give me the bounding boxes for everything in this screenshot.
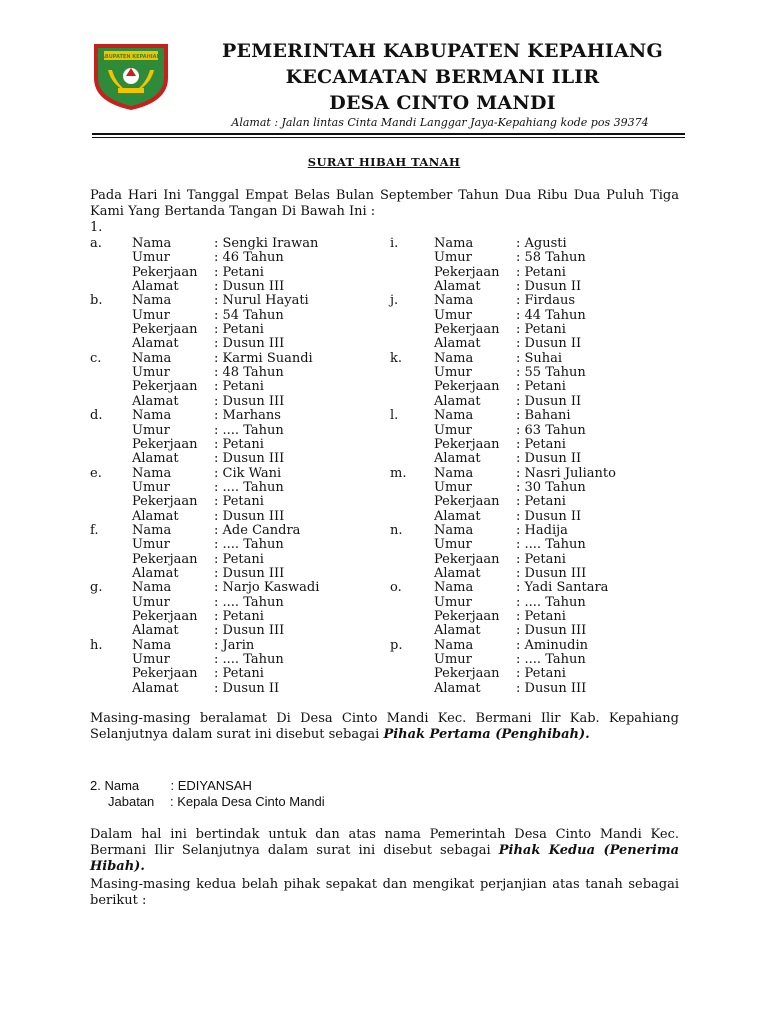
colon-separator: : [214, 566, 219, 581]
party-two-name-label: Nama [104, 778, 140, 793]
person-address-row [434, 337, 581, 351]
colon-separator: : [214, 365, 219, 381]
person-age-label: Umur [434, 422, 472, 438]
person-age-row [132, 653, 284, 667]
person-job-label: Pekerjaan [132, 322, 198, 338]
colon-separator: : [516, 322, 521, 338]
person-address-value: Dusun III [524, 680, 587, 696]
party-two-name-line [90, 778, 325, 794]
person-job-row [434, 553, 566, 567]
person-name-label: Nama [434, 637, 474, 653]
person-name-label: Nama [132, 408, 172, 424]
person-age-value: .... Tahun [524, 537, 586, 553]
person-letter: h. [90, 637, 103, 653]
person-name-value: Hadija [524, 522, 568, 538]
person-name-row [434, 352, 562, 366]
person-name-row [434, 237, 567, 251]
person-age-label: Umur [132, 537, 170, 553]
person-job-value: Petani [222, 494, 264, 510]
person-name-label: Nama [132, 637, 172, 653]
party-two-paragraph [90, 827, 679, 875]
kepahiang-regency-emblem [90, 40, 172, 112]
person-age-label: Umur [434, 594, 472, 610]
person-age-row [434, 481, 586, 495]
person-age-label: Umur [132, 479, 170, 495]
colon-separator: : [214, 422, 219, 438]
header-divider-thin [92, 137, 685, 138]
person-age-label: Umur [132, 594, 170, 610]
colon-separator: : [214, 264, 219, 280]
colon-separator: : [214, 623, 219, 639]
colon-separator: : [516, 408, 521, 424]
person-job-value: Petani [222, 322, 264, 338]
person-age-row [434, 596, 586, 610]
colon-separator: : [516, 479, 521, 495]
colon-separator: : [214, 652, 219, 668]
letterhead-village: DESA CINTO MANDI [329, 92, 556, 114]
person-letter: e. [90, 465, 102, 481]
person-name-value: Yadi Santara [524, 580, 609, 596]
person-address-row [132, 567, 284, 581]
person-job-value: Petani [524, 494, 566, 510]
person-age-label: Umur [434, 365, 472, 381]
person-name-label: Nama [434, 408, 474, 424]
colon-separator: : [516, 279, 521, 295]
person-job-label: Pekerjaan [434, 609, 500, 625]
person-job-value: Petani [222, 551, 264, 567]
person-address-label: Alamat [132, 566, 179, 581]
colon-separator: : [214, 609, 219, 625]
letterhead-address: Alamat : Jalan lintas Cinta Mandi Langgar Jaya-Kepahiang kode pos 39374 [231, 116, 649, 129]
person-age-value: 55 Tahun [524, 365, 586, 381]
person-age-label: Umur [132, 365, 170, 381]
person-name-row [132, 639, 254, 653]
person-job-row [132, 380, 264, 394]
person-address-label: Alamat [434, 451, 481, 467]
person-name-row [434, 294, 575, 308]
person-name-label: Nama [434, 350, 474, 366]
colon-separator: : [516, 609, 521, 625]
person-letter: b. [90, 293, 103, 309]
person-address-label: Alamat [132, 451, 179, 467]
person-address-label: Alamat [434, 508, 481, 524]
person-job-label: Pekerjaan [434, 666, 500, 682]
colon-separator: : [516, 594, 521, 610]
person-address-label: Alamat [434, 279, 481, 295]
person-address-value: Dusun II [524, 508, 582, 524]
person-address-value: Dusun III [222, 279, 285, 295]
colon-separator: : [214, 293, 219, 309]
person-address-label: Alamat [434, 336, 481, 352]
person-address-label: Alamat [434, 393, 481, 409]
person-address-value: Dusun III [222, 336, 285, 352]
person-job-label: Pekerjaan [132, 666, 198, 682]
colon-separator: : [214, 379, 219, 395]
colon-separator: : [516, 580, 521, 596]
person-name-value: Aminudin [524, 637, 589, 653]
person-address-row [434, 280, 581, 294]
colon-separator: : [516, 365, 521, 381]
person-job-row [132, 667, 264, 681]
party-two-name-value: : EDIYANSAH [170, 778, 252, 793]
colon-separator: : [516, 379, 521, 395]
colon-separator: : [214, 465, 219, 481]
person-job-label: Pekerjaan [132, 551, 198, 567]
person-job-label: Pekerjaan [132, 436, 198, 452]
person-address-label: Alamat [132, 623, 179, 639]
person-address-row [434, 510, 581, 524]
colon-separator: : [214, 494, 219, 510]
person-age-value: 58 Tahun [524, 250, 586, 266]
emblem-text: KABUPATEN KEPAHIANG [97, 54, 165, 60]
party-two-role: Pihak Kedua (Penerima Hibah). [90, 843, 679, 874]
person-job-row [434, 266, 566, 280]
person-name-value: Marhans [222, 408, 281, 424]
person-age-value: .... Tahun [222, 422, 284, 438]
colon-separator: : [214, 393, 219, 409]
person-name-value: Nasri Julianto [524, 465, 616, 481]
person-job-row [434, 667, 566, 681]
person-name-value: Sengki Irawan [222, 236, 319, 251]
person-address-row [434, 624, 586, 638]
party-one-role: Pihak Pertama (Penghibah). [383, 727, 590, 742]
person-age-row [132, 596, 284, 610]
person-name-row [434, 409, 571, 423]
person-address-label: Alamat [132, 508, 179, 524]
person-age-value: .... Tahun [524, 652, 586, 668]
person-age-row [132, 538, 284, 552]
person-letter: n. [390, 522, 403, 538]
person-address-row [132, 452, 284, 466]
person-job-value: Petani [524, 666, 566, 682]
person-name-row [132, 467, 281, 481]
person-letter: d. [90, 408, 103, 424]
person-name-label: Nama [434, 236, 474, 251]
colon-separator: : [516, 637, 521, 653]
person-job-label: Pekerjaan [132, 494, 198, 510]
person-age-value: 30 Tahun [524, 479, 586, 495]
colon-separator: : [214, 551, 219, 567]
person-address-row [434, 567, 586, 581]
person-letter: m. [390, 465, 407, 481]
person-letter: p. [390, 637, 403, 653]
colon-separator: : [214, 322, 219, 338]
person-address-label: Alamat [434, 566, 481, 581]
party-two-block [90, 778, 325, 810]
person-letter: f. [90, 522, 99, 538]
colon-separator: : [516, 264, 521, 280]
person-address-row [132, 280, 284, 294]
person-letter: i. [390, 236, 399, 251]
person-name-row [132, 294, 309, 308]
person-name-row [434, 639, 588, 653]
person-age-row [434, 251, 586, 265]
person-name-value: Suhai [524, 350, 563, 366]
colon-separator: : [516, 350, 521, 366]
person-address-label: Alamat [132, 393, 179, 409]
person-name-row [434, 524, 568, 538]
person-name-row [434, 581, 608, 595]
person-job-label: Pekerjaan [434, 264, 500, 280]
person-age-value: 48 Tahun [222, 365, 284, 381]
colon-separator: : [214, 637, 219, 653]
person-age-label: Umur [434, 250, 472, 266]
colon-separator: : [214, 408, 219, 424]
colon-separator: : [214, 451, 219, 467]
person-job-label: Pekerjaan [434, 379, 500, 395]
person-job-label: Pekerjaan [132, 609, 198, 625]
colon-separator: : [516, 293, 521, 309]
person-address-label: Alamat [434, 680, 481, 696]
person-job-value: Petani [524, 609, 566, 625]
person-age-row [132, 366, 284, 380]
colon-separator: : [516, 494, 521, 510]
colon-separator: : [516, 393, 521, 409]
person-job-label: Pekerjaan [132, 379, 198, 395]
person-address-row [132, 510, 284, 524]
colon-separator: : [516, 508, 521, 524]
person-address-value: Dusun III [222, 451, 285, 467]
colon-separator: : [214, 522, 219, 538]
colon-separator: : [214, 508, 219, 524]
person-job-value: Petani [222, 379, 264, 395]
person-job-value: Petani [524, 551, 566, 567]
person-address-label: Alamat [132, 336, 179, 352]
person-name-label: Nama [132, 465, 172, 481]
person-name-label: Nama [132, 350, 172, 366]
person-job-row [434, 610, 566, 624]
person-address-value: Dusun III [222, 508, 285, 524]
person-name-value: Bahani [524, 408, 571, 424]
person-address-row [132, 624, 284, 638]
person-job-label: Pekerjaan [434, 494, 500, 510]
colon-separator: : [516, 422, 521, 438]
party-two-position-label: Jabatan [108, 794, 155, 809]
person-address-value: Dusun II [524, 393, 582, 409]
person-address-value: Dusun II [524, 279, 582, 295]
person-address-row [132, 395, 284, 409]
colon-separator: : [516, 537, 521, 553]
party-two-text: Dalam hal ini bertindak untuk dan atas nama Pemerintah Desa Cinto Mandi Kec. Bermani Ilir Selanjutnya dalam surat ini disebut sebagai [90, 827, 679, 858]
person-name-row [132, 581, 319, 595]
person-letter: j. [390, 293, 399, 309]
person-job-row [132, 553, 264, 567]
person-name-row [132, 409, 281, 423]
intro-paragraph: Pada Hari Ini Tanggal Empat Belas Bulan September Tahun Dua Ribu Dua Puluh Tiga Kami Yang Bertanda Tangan Di Bawah Ini : [90, 188, 679, 219]
party-one-paragraph [90, 711, 679, 743]
colon-separator: : [214, 680, 219, 696]
person-name-label: Nama [434, 465, 474, 481]
person-age-value: 54 Tahun [222, 307, 284, 323]
person-job-value: Petani [222, 609, 264, 625]
person-address-value: Dusun III [524, 566, 587, 581]
person-address-value: Dusun III [222, 393, 285, 409]
person-job-label: Pekerjaan [434, 551, 500, 567]
person-age-row [132, 309, 284, 323]
person-name-value: Ade Candra [222, 522, 301, 538]
person-job-row [434, 323, 566, 337]
colon-separator: : [516, 250, 521, 266]
colon-separator: : [516, 551, 521, 567]
person-name-label: Nama [132, 580, 172, 596]
person-job-row [434, 495, 566, 509]
person-name-row [132, 524, 300, 538]
person-age-row [434, 538, 586, 552]
person-age-label: Umur [434, 479, 472, 495]
person-name-label: Nama [434, 293, 474, 309]
person-age-value: .... Tahun [222, 652, 284, 668]
person-age-row [434, 309, 586, 323]
person-job-row [132, 610, 264, 624]
person-address-value: Dusun III [222, 623, 285, 639]
person-age-value: 46 Tahun [222, 250, 284, 266]
person-address-value: Dusun III [524, 623, 587, 639]
person-age-row [434, 366, 586, 380]
person-job-row [132, 266, 264, 280]
person-age-label: Umur [434, 652, 472, 668]
person-name-value: Narjo Kaswadi [222, 580, 320, 596]
person-name-value: Jarin [222, 637, 255, 653]
colon-separator: : [214, 336, 219, 352]
colon-separator: : [516, 566, 521, 581]
person-address-row [434, 395, 581, 409]
person-address-label: Alamat [132, 680, 179, 696]
colon-separator: : [516, 451, 521, 467]
person-job-row [132, 438, 264, 452]
person-age-value: .... Tahun [222, 537, 284, 553]
person-name-row [434, 467, 616, 481]
colon-separator: : [516, 623, 521, 639]
person-age-value: .... Tahun [524, 594, 586, 610]
person-job-value: Petani [222, 666, 264, 682]
person-address-value: Dusun III [222, 566, 285, 581]
person-job-value: Petani [222, 264, 264, 280]
person-age-value: .... Tahun [222, 479, 284, 495]
colon-separator: : [214, 250, 219, 266]
person-age-label: Umur [434, 537, 472, 553]
person-name-label: Nama [132, 522, 172, 538]
person-age-value: 63 Tahun [524, 422, 586, 438]
person-job-value: Petani [222, 436, 264, 452]
person-age-value: .... Tahun [222, 594, 284, 610]
letterhead-district: KECAMATAN BERMANI ILIR [285, 66, 600, 88]
person-job-value: Petani [524, 322, 566, 338]
person-address-label: Alamat [434, 623, 481, 639]
person-job-label: Pekerjaan [434, 436, 500, 452]
person-job-label: Pekerjaan [132, 264, 198, 280]
colon-separator: : [214, 350, 219, 366]
colon-separator: : [214, 666, 219, 682]
person-letter: o. [390, 580, 402, 596]
person-job-row [132, 323, 264, 337]
colon-separator: : [214, 479, 219, 495]
person-age-row [132, 251, 284, 265]
person-letter: c. [90, 350, 102, 366]
colon-separator: : [516, 465, 521, 481]
colon-separator: : [516, 522, 521, 538]
colon-separator: : [516, 652, 521, 668]
person-age-row [434, 653, 586, 667]
person-age-label: Umur [132, 250, 170, 266]
colon-separator: : [214, 580, 219, 596]
person-age-row [434, 424, 586, 438]
colon-separator: : [214, 436, 219, 452]
person-address-row [434, 452, 581, 466]
person-address-row [434, 682, 586, 696]
person-age-label: Umur [434, 307, 472, 323]
colon-separator: : [516, 680, 521, 696]
person-address-value: Dusun II [524, 336, 582, 352]
person-letter: k. [390, 350, 403, 366]
person-letter: l. [390, 408, 399, 424]
colon-separator: : [516, 666, 521, 682]
person-name-value: Firdaus [524, 293, 576, 309]
person-address-value: Dusun II [524, 451, 582, 467]
colon-separator: : [214, 594, 219, 610]
person-address-row [132, 337, 284, 351]
person-age-value: 44 Tahun [524, 307, 586, 323]
party-two-position-value: : Kepala Desa Cinto Mandi [170, 794, 325, 809]
party-one-number: 1. [90, 220, 103, 235]
person-age-label: Umur [132, 307, 170, 323]
letterhead-regency: PEMERINTAH KABUPATEN KEPAHIANG [222, 40, 663, 62]
person-name-value: Agusti [524, 236, 567, 251]
person-name-label: Nama [132, 236, 172, 251]
colon-separator: : [516, 336, 521, 352]
person-job-row [434, 380, 566, 394]
person-name-row [132, 237, 318, 251]
person-job-label: Pekerjaan [434, 322, 500, 338]
person-letter: g. [90, 580, 103, 596]
colon-separator: : [516, 236, 521, 251]
person-address-label: Alamat [132, 279, 179, 295]
person-job-row [434, 438, 566, 452]
header-divider-thick [92, 133, 685, 135]
person-job-row [132, 495, 264, 509]
party-two-position-line [90, 794, 325, 810]
person-letter: a. [90, 236, 102, 251]
colon-separator: : [516, 307, 521, 323]
colon-separator: : [214, 236, 219, 251]
person-age-label: Umur [132, 652, 170, 668]
colon-separator: : [214, 537, 219, 553]
person-job-value: Petani [524, 379, 566, 395]
colon-separator: : [214, 307, 219, 323]
colon-separator: : [214, 279, 219, 295]
person-age-label: Umur [132, 422, 170, 438]
person-name-row [132, 352, 313, 366]
person-address-value: Dusun II [222, 680, 280, 696]
closing-paragraph: Masing-masing kedua belah pihak sepakat dan mengikat perjanjian atas tanah sebagai berikut : [90, 877, 679, 908]
person-name-value: Nurul Hayati [222, 293, 309, 309]
party-one-text: Masing-masing beralamat Di Desa Cinto Mandi Kec. Bermani Ilir Kab. Kepahiang Selanjutnya dalam surat ini disebut sebagai [90, 711, 679, 742]
colon-separator: : [516, 436, 521, 452]
party-two-number: 2. [90, 778, 101, 793]
person-age-row [132, 481, 284, 495]
person-name-label: Nama [132, 293, 172, 309]
person-name-label: Nama [434, 580, 474, 596]
person-job-value: Petani [524, 264, 566, 280]
person-name-value: Cik Wani [222, 465, 282, 481]
person-address-row [132, 682, 279, 696]
person-age-row [132, 424, 284, 438]
person-name-value: Karmi Suandi [222, 350, 313, 366]
person-name-label: Nama [434, 522, 474, 538]
document-title: SURAT HIBAH TANAH [307, 155, 461, 169]
person-job-value: Petani [524, 436, 566, 452]
